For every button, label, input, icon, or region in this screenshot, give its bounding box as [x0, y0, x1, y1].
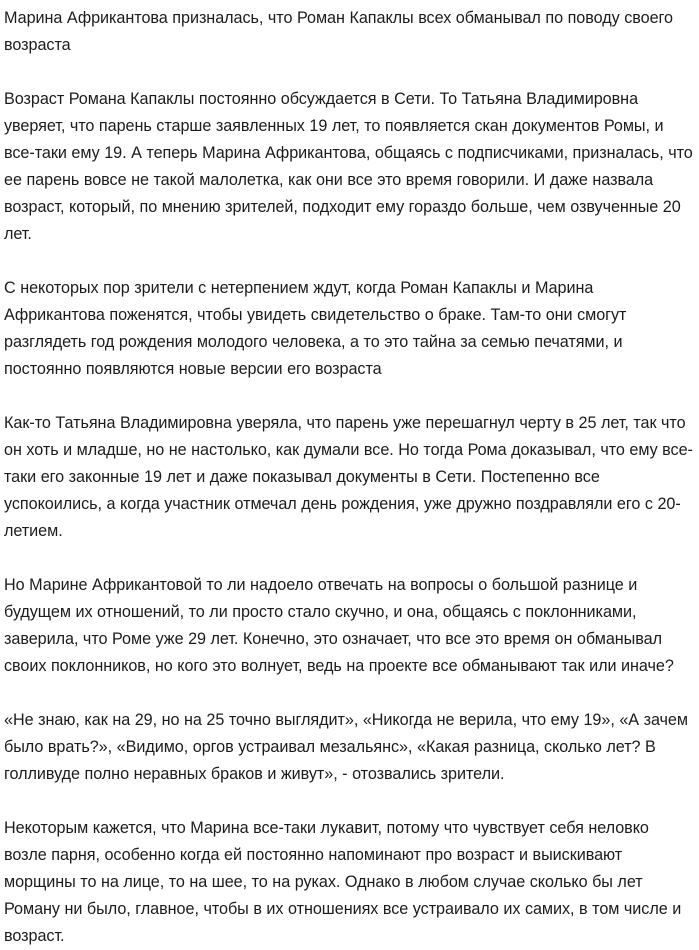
article-paragraph-4: Но Марине Африкантовой то ли надоело отвечать на вопросы о большой разнице и будущем их отношений, то ли просто стало скучно, и она, общаясь с поклонниками, заверила, что Роме уже 29 лет. Конечно, это означает, что все это время он обманывал своих поклонников, но кого это волнует, ведь на проекте все обманывают так или иначе? — [4, 576, 674, 675]
article-paragraph-5-viewer-quotes: «Не знаю, как на 29, но на 25 точно выглядит», «Никогда не верила, что ему 19», «А зачем было врать?», «Видимо, оргов устраивал мезальянс», «Какая разница, сколько лет? В голливуде полно неравных браков и живут», - отозвались зрители. — [4, 711, 688, 783]
article-paragraph-1: Возраст Романа Капаклы постоянно обсуждается в Сети. То Татьяна Владимировна уверяет, что парень старше заявленных 19 лет, то появляется скан документов Ромы, и все-таки ему 19. А теперь Марина Африкантова, общаясь с подписчиками, призналась, что ее парень вовсе не такой малолетка, как они все это время говорили. И даже назвала возраст, который, по мнению зрителей, подходит ему гораздо больше, чем озвученные 20 лет. — [4, 90, 693, 243]
article-paragraph-3: Как-то Татьяна Владимировна уверяла, что парень уже перешагнул черту в 25 лет, так что он хоть и младше, но не настолько, как думали все. Но тогда Рома доказывал, что ему все-таки его законные 19 лет и даже показывал документы в Сети. Постепенно все успокоились, а когда участник отмечал день рождения, уже дружно поздравляли его с 20-летием. — [4, 414, 693, 540]
article-headline: Марина Африкантова призналась, что Роман Капаклы всех обманывал по поводу своего возраста — [4, 9, 673, 54]
article-paragraph-2: С некоторых пор зрители с нетерпением ждут, когда Роман Капаклы и Марина Африкантова поженятся, чтобы увидеть свидетельство о браке. Там-то они смогут разглядеть год рождения молодого человека, а то это тайна за семью печатями, и постоянно появляются новые версии его возраста — [4, 279, 627, 378]
article-paragraph-6: Некоторым кажется, что Марина все-таки лукавит, потому что чувствует себя неловко возле парня, особенно когда ей постоянно напоминают про возраст и выискивают морщины то на лице, то на шее, то на руках. Однако в любом случае сколько бы лет Роману ни было, главное, чтобы в их отношениях все устраивало их самих, в том числе и возраст. — [4, 819, 682, 945]
